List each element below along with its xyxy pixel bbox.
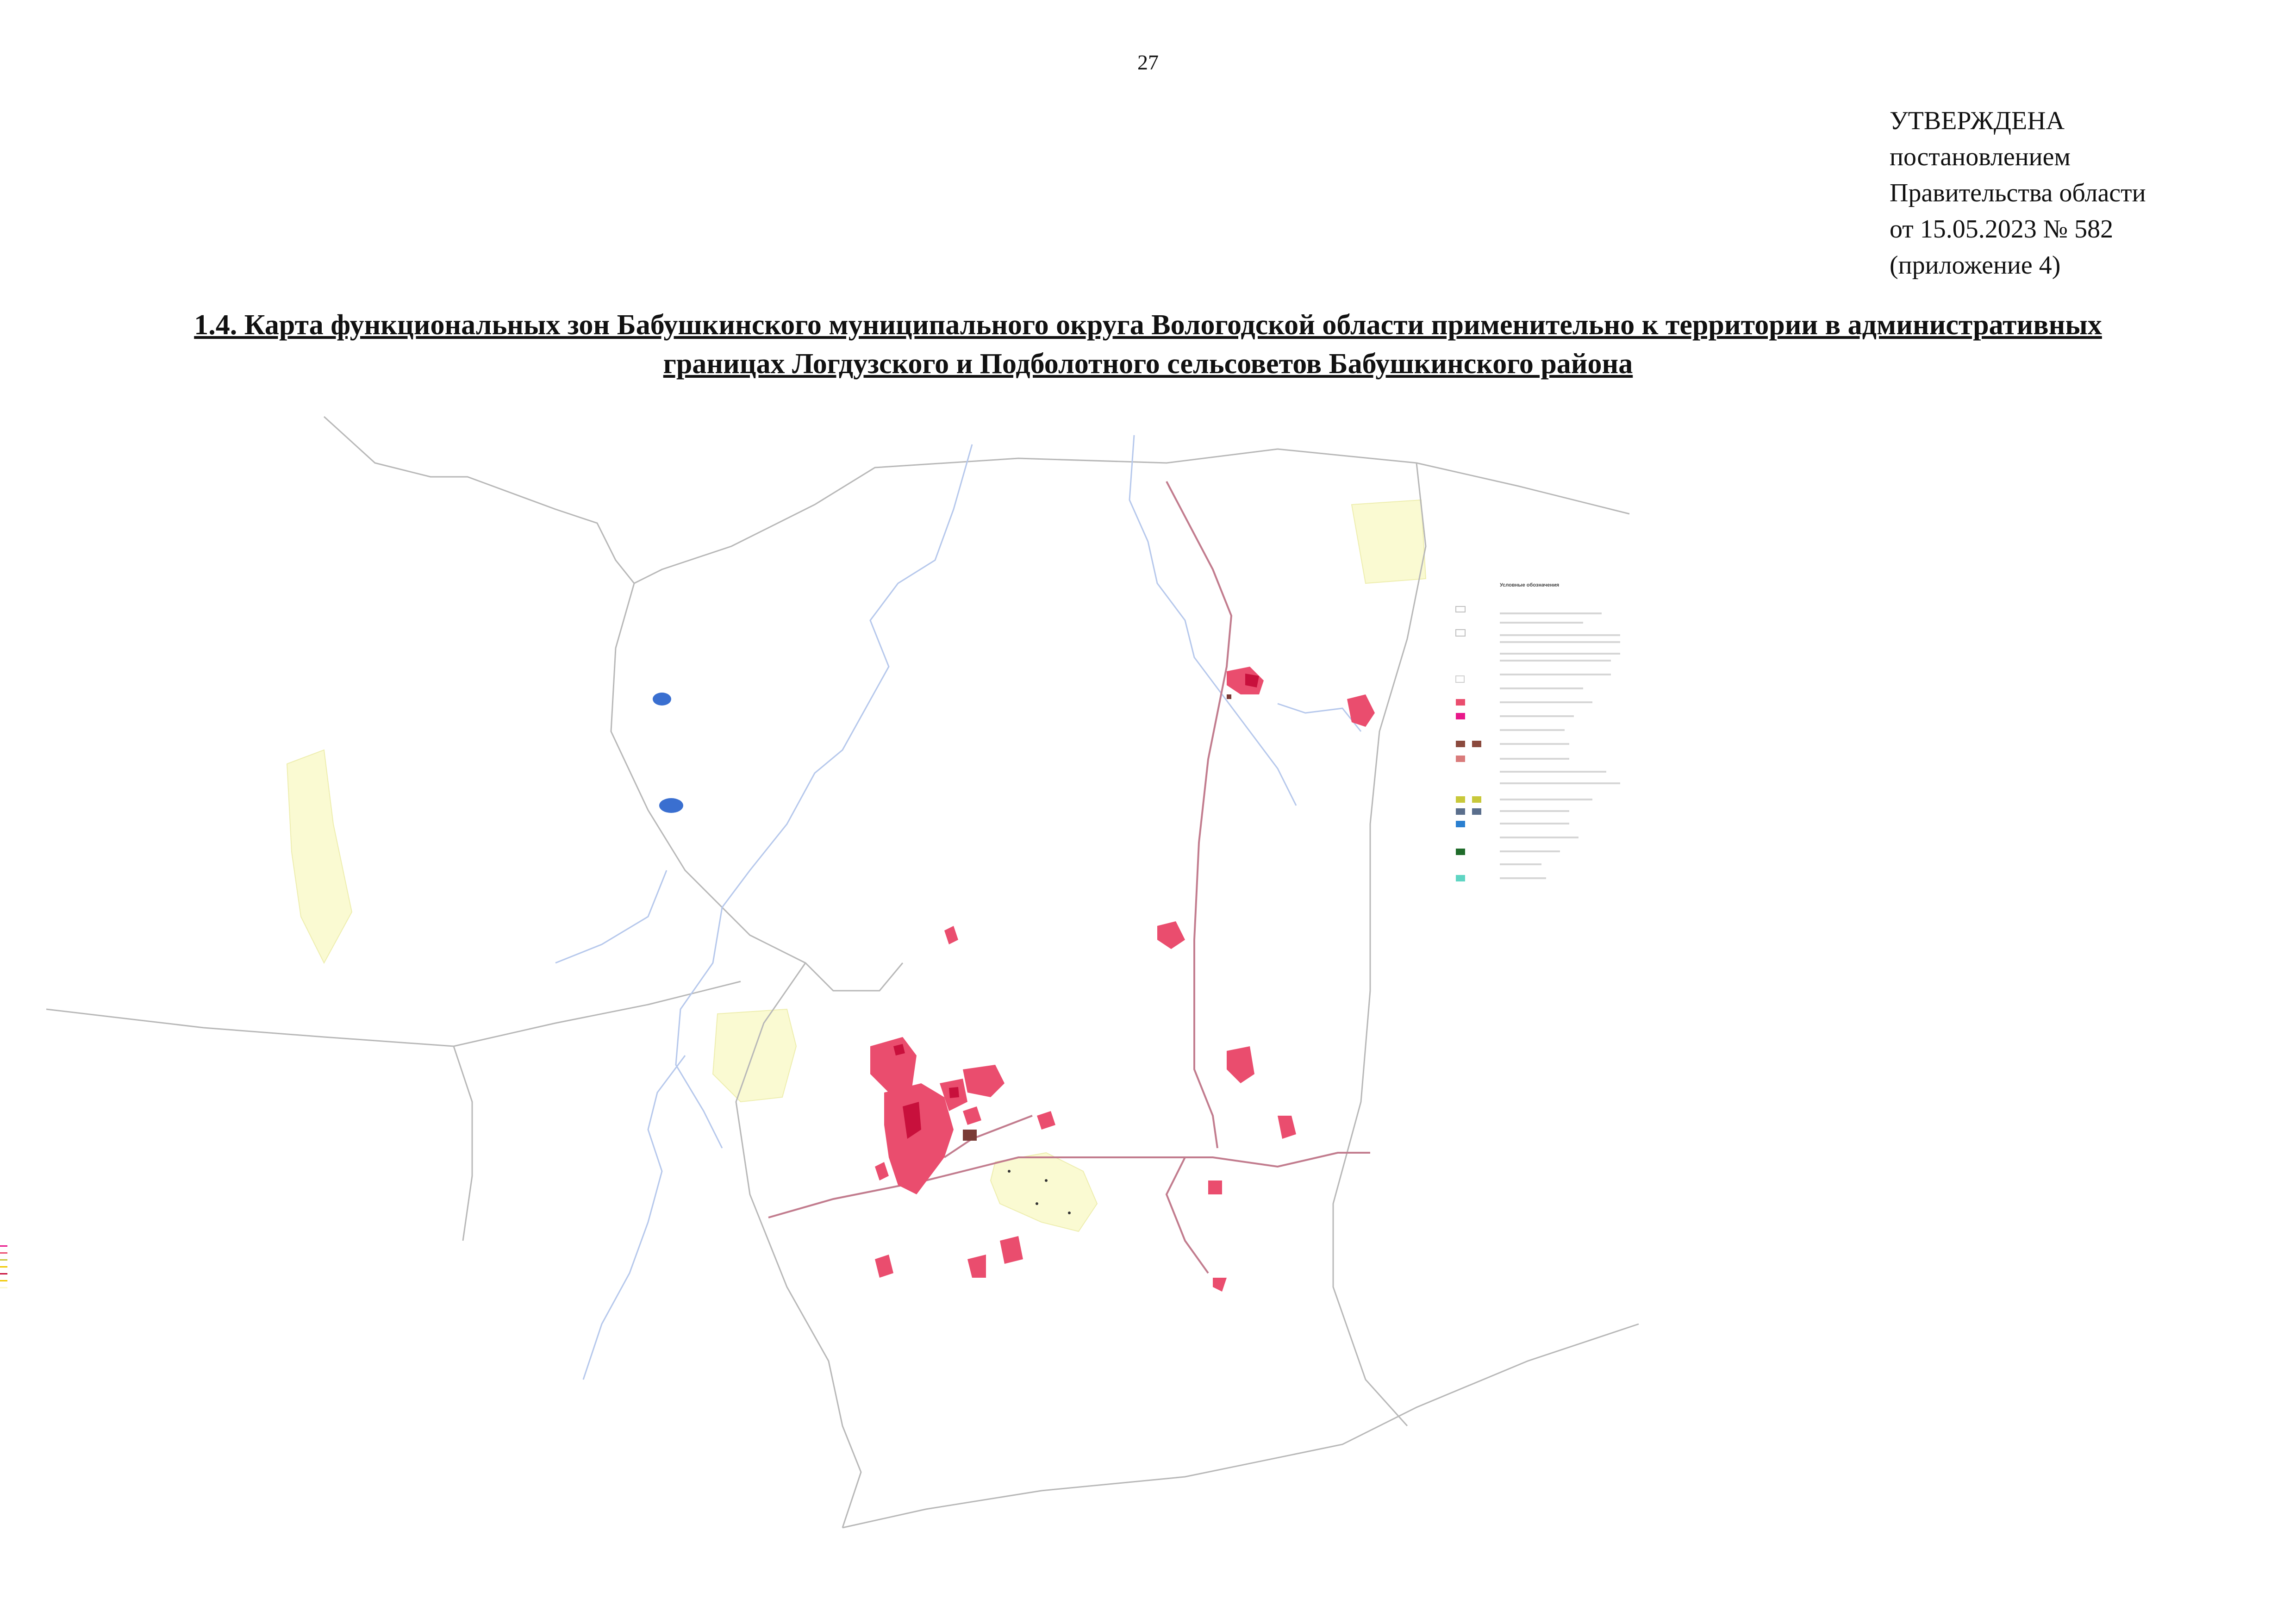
residential-zones	[870, 667, 1375, 1292]
functional-zones-map	[0, 407, 1648, 1546]
legend	[1500, 582, 1559, 588]
map-title-line: 1.4. Карта функциональных зон Бабушкинского муниципального округа Вологодской области применительно к территории в административных	[194, 309, 2102, 341]
legend-fine-print	[1500, 597, 1648, 1282]
approval-line: (приложение 4)	[1890, 251, 2061, 280]
lakes	[653, 693, 683, 813]
edge-color-marks	[0, 1245, 7, 1294]
approval-line: Правительства области	[1890, 179, 2146, 207]
approval-line: постановлением	[1890, 143, 2071, 171]
page-number: 27	[1137, 50, 1159, 74]
roads	[768, 481, 1370, 1273]
agricultural-zones	[287, 500, 1426, 1231]
administrative-boundaries	[46, 417, 1639, 1528]
approval-line: от 15.05.2023 № 582	[1890, 215, 2114, 244]
approval-stamp	[1890, 103, 2146, 283]
map-title-line: границах Логдузского и Подболотного сельсоветов Бабушкинского района	[663, 348, 1633, 380]
legend-heading: Условные обозначения	[1500, 582, 1560, 588]
legend-column-1	[1456, 606, 1481, 881]
rivers	[555, 435, 1361, 1380]
map-title	[111, 306, 2185, 383]
object-markers	[963, 694, 1231, 1214]
approval-line: УТВЕРЖДЕНА	[1890, 106, 2065, 135]
dense-residential-zones	[893, 674, 1259, 1139]
